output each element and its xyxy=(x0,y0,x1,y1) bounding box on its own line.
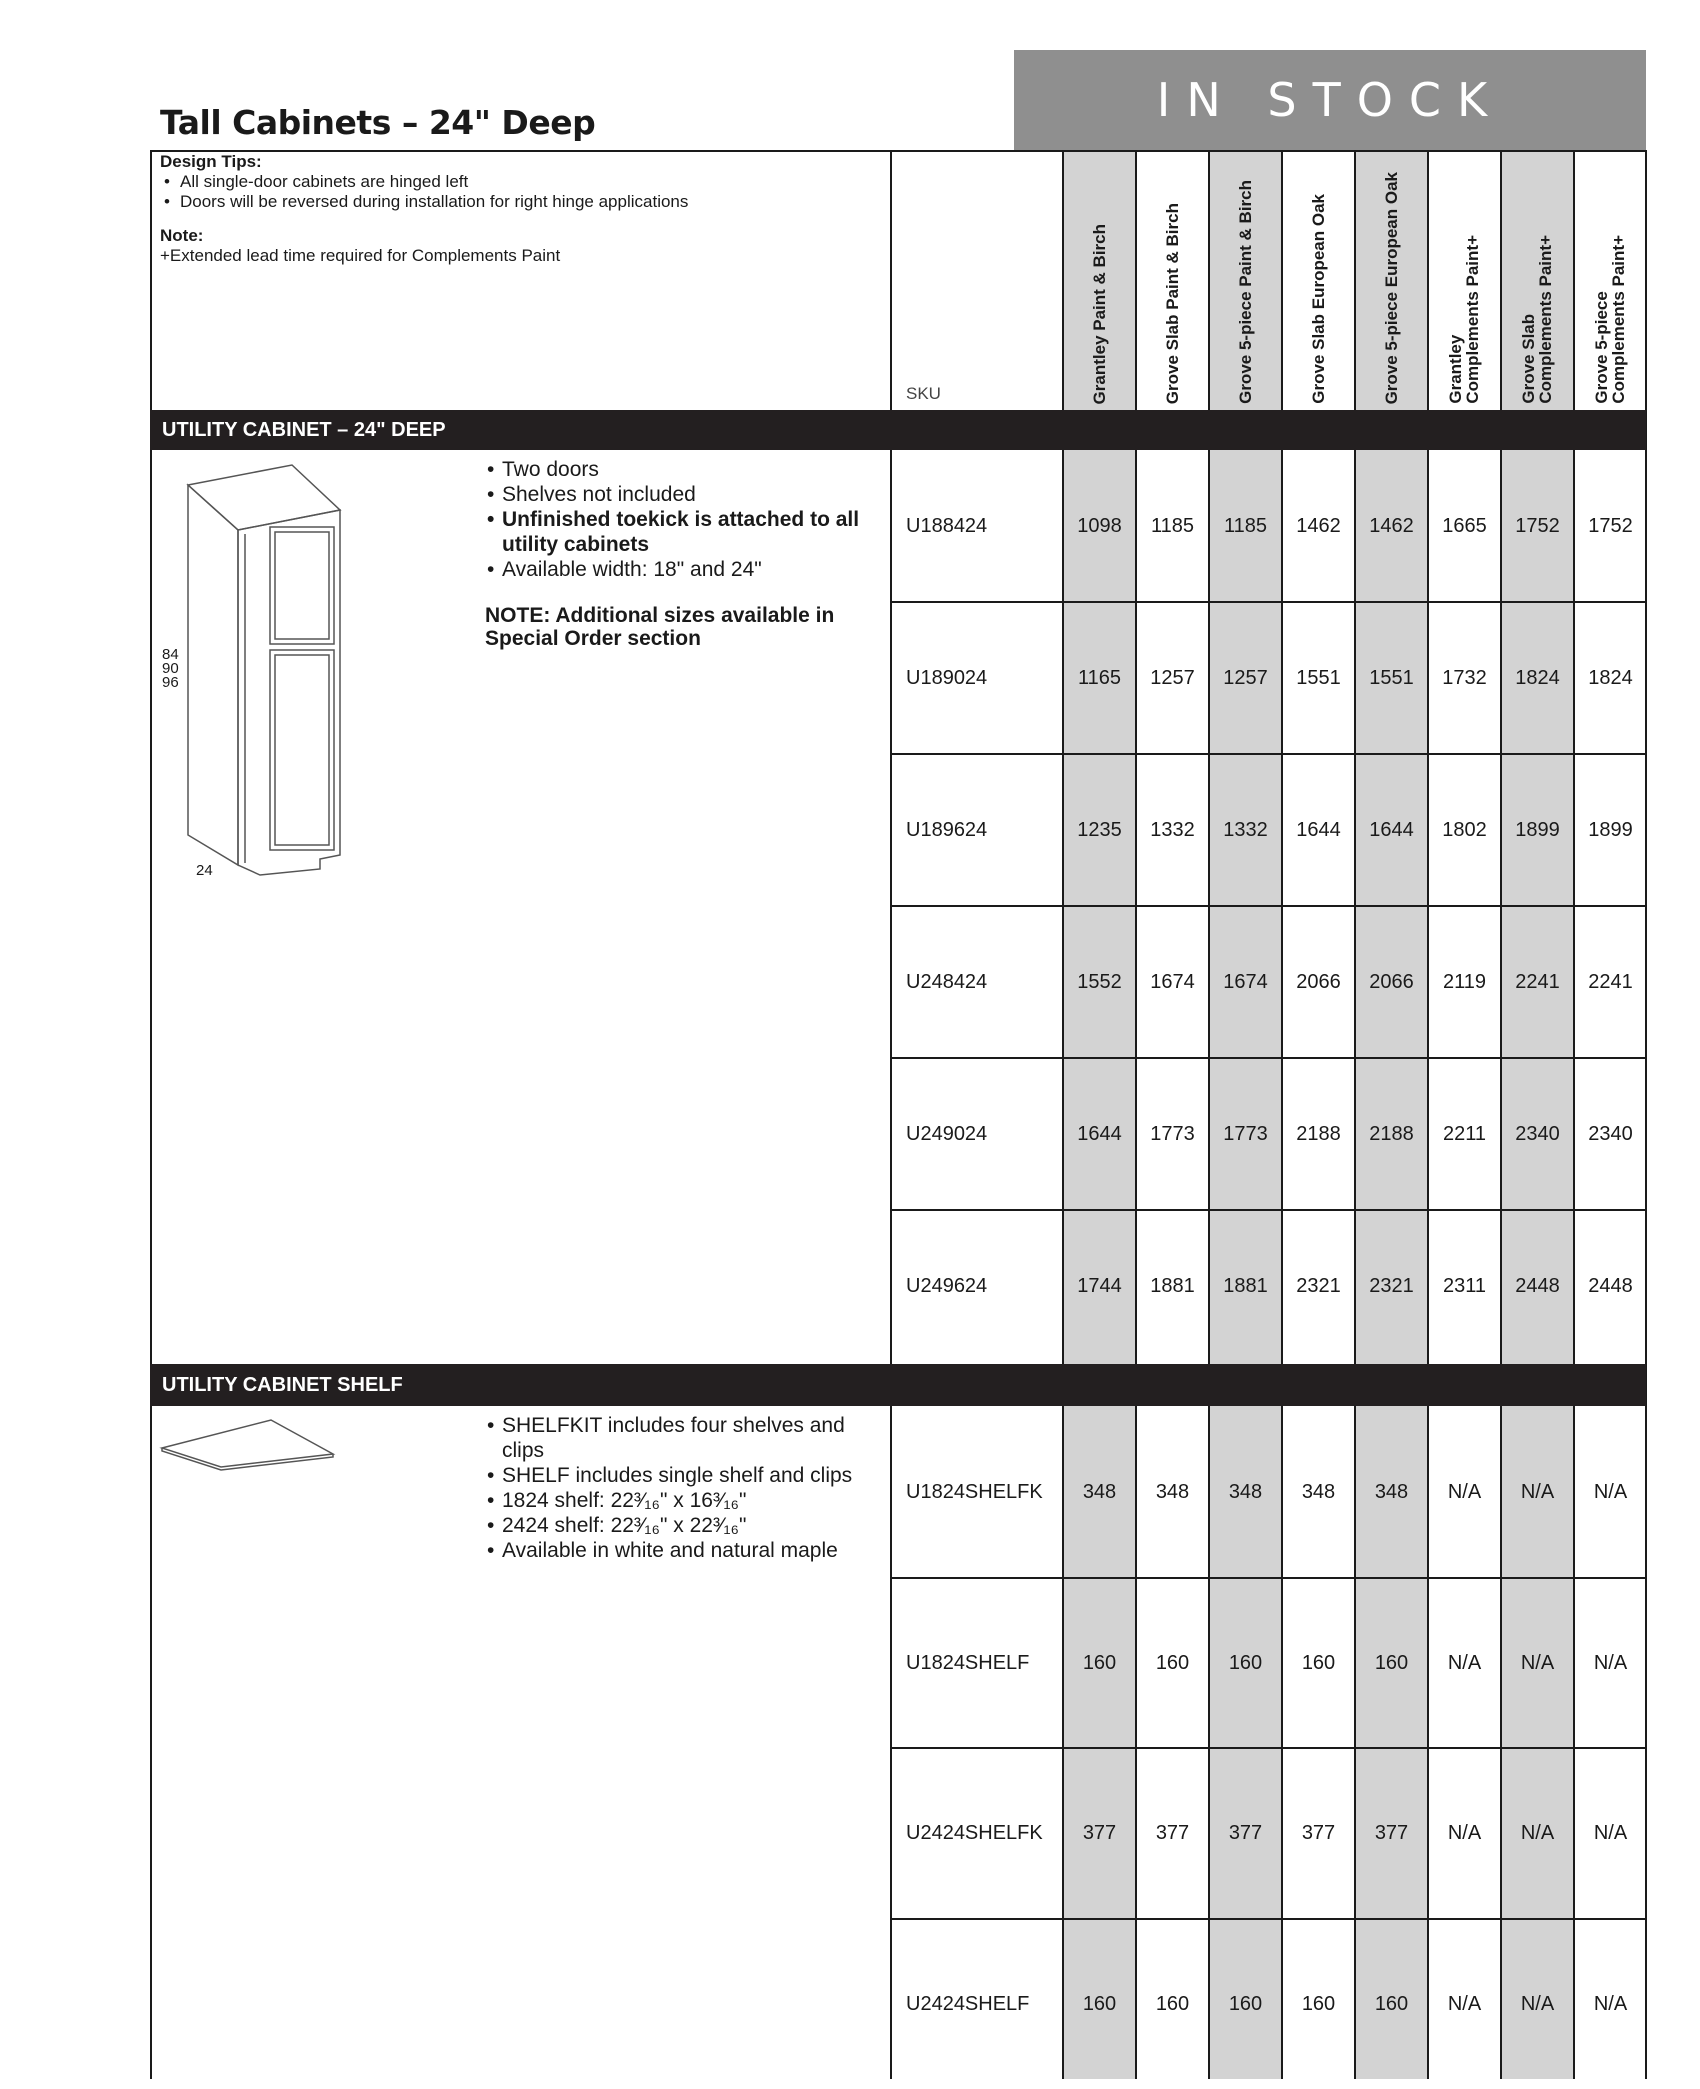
price-cell: 1552 xyxy=(1077,970,1122,993)
design-tips-heading: Design Tips: xyxy=(160,152,262,171)
col-header-grove-5piece-european-oak: Grove 5-piece European Oak xyxy=(1381,171,1401,404)
price-cell: 1551 xyxy=(1369,666,1414,689)
price-cell: 2448 xyxy=(1515,1274,1560,1297)
price-cell: N/A xyxy=(1447,1992,1482,2015)
price-cell: 377 xyxy=(1301,1822,1336,1844)
design-tip-item: • All single-door cabinets are hinged left xyxy=(160,172,880,192)
price-cell: 160 xyxy=(1301,1651,1336,1674)
price-cell: 2448 xyxy=(1588,1274,1633,1297)
price-cell: 1257 xyxy=(1223,666,1268,689)
price-cell: N/A xyxy=(1447,1822,1482,1844)
price-cell: 1165 xyxy=(1077,666,1121,689)
price-cell: 1462 xyxy=(1296,514,1341,537)
price-cell: 348 xyxy=(1082,1480,1117,1503)
price-cell: 1551 xyxy=(1296,666,1341,689)
design-tips xyxy=(160,152,880,266)
price-cell: 2321 xyxy=(1296,1274,1341,1297)
price-cell: 377 xyxy=(1374,1822,1409,1844)
height-dim-96: 96 xyxy=(162,674,179,691)
price-cell: 160 xyxy=(1374,1651,1409,1674)
price-cell: 1732 xyxy=(1442,666,1487,689)
feature-bullet-bold: • Unfinished toekick is attached to all utility cabinets xyxy=(485,507,885,557)
utility-shelf-description xyxy=(485,1413,885,1563)
price-cell: N/A xyxy=(1520,1480,1555,1503)
feature-bullet: • SHELFKIT includes four shelves and clips xyxy=(485,1413,885,1463)
design-tip-item: • Doors will be reversed during installation for right hinge applications xyxy=(160,192,880,212)
price-cell: 1462 xyxy=(1369,514,1414,537)
sku-cell: U1824SHELFK xyxy=(906,1480,1043,1503)
price-cell: 1332 xyxy=(1223,818,1268,841)
price-cell: 348 xyxy=(1301,1480,1336,1503)
price-cell: 1752 xyxy=(1515,514,1560,537)
price-cell: 2188 xyxy=(1369,1122,1414,1145)
sku-cell: U2424SHELF xyxy=(906,1992,1030,2015)
col-header-grantley-paint-birch: Grantley Paint & Birch xyxy=(1089,223,1109,404)
price-cell: 160 xyxy=(1228,1651,1263,1674)
height-dim-90: 90 xyxy=(162,660,179,677)
sku-cell: U1824SHELF xyxy=(906,1651,1030,1674)
price-cell: 1644 xyxy=(1369,818,1414,841)
utility-cabinet-description xyxy=(485,457,885,650)
price-cell: 348 xyxy=(1155,1480,1190,1503)
price-cell: 2211 xyxy=(1442,1122,1486,1145)
price-cell: 2066 xyxy=(1296,970,1341,993)
price-cell: N/A xyxy=(1447,1651,1482,1674)
price-cell: 2241 xyxy=(1515,970,1560,993)
price-cell: 1257 xyxy=(1150,666,1195,689)
price-cell: N/A xyxy=(1593,1480,1628,1503)
depth-dim: 24 xyxy=(196,862,213,879)
price-cell: N/A xyxy=(1593,1822,1628,1844)
feature-bullet: • SHELF includes single shelf and clips xyxy=(485,1463,885,1488)
price-cell: N/A xyxy=(1593,1992,1628,2015)
special-order-note: NOTE: Additional sizes available in Special Order section xyxy=(485,604,835,650)
price-cell: 160 xyxy=(1082,1651,1117,1674)
price-cell: 1899 xyxy=(1588,818,1633,841)
price-cell: 1235 xyxy=(1077,818,1122,841)
price-cell: 348 xyxy=(1228,1480,1263,1503)
price-cell: 1674 xyxy=(1223,970,1268,993)
price-cell: 2311 xyxy=(1442,1274,1486,1297)
price-cell: 1773 xyxy=(1223,1122,1268,1145)
price-cell: 160 xyxy=(1374,1992,1409,2015)
col-header-grove-slab-complements: Grove Slab Complements Paint+ xyxy=(1519,235,1555,404)
price-cell: 160 xyxy=(1082,1992,1117,2015)
price-cell: N/A xyxy=(1520,1651,1555,1674)
feature-bullet: • Available in white and natural maple xyxy=(485,1538,885,1563)
price-cell: 160 xyxy=(1228,1992,1263,2015)
price-cell: 1899 xyxy=(1515,818,1560,841)
price-cell: 1665 xyxy=(1442,514,1487,537)
sku-header: SKU xyxy=(906,384,941,403)
price-cell: N/A xyxy=(1520,1822,1555,1844)
price-cell: 377 xyxy=(1155,1822,1190,1844)
price-cell: 1744 xyxy=(1077,1274,1122,1297)
page-title-text: Tall Cabinets – 24" Deep xyxy=(160,103,596,142)
feature-bullet: • 2424 shelf: 22³⁄₁₆" x 22³⁄₁₆" xyxy=(485,1513,885,1538)
price-cell: 2340 xyxy=(1515,1122,1560,1145)
col-header-grove-slab-paint-birch: Grove Slab Paint & Birch xyxy=(1162,202,1182,404)
col-header-grove-5piece-paint-birch: Grove 5-piece Paint & Birch xyxy=(1235,180,1255,404)
price-cell: 1185 xyxy=(1223,514,1267,537)
price-cell: 348 xyxy=(1374,1480,1409,1503)
price-cell: 2066 xyxy=(1369,970,1414,993)
col-header-grantley-complements: Grantley Complements Paint+ xyxy=(1446,235,1482,404)
sku-cell: U248424 xyxy=(906,970,988,993)
feature-bullet: • Two doors xyxy=(485,457,885,482)
note-heading: Note: xyxy=(160,226,204,245)
sku-cell: U249624 xyxy=(906,1274,988,1297)
sku-cell: U189024 xyxy=(906,666,988,689)
price-cell: N/A xyxy=(1447,1480,1482,1503)
price-cell: 2241 xyxy=(1588,970,1633,993)
sku-cell: U189624 xyxy=(906,818,988,841)
price-cell: 1098 xyxy=(1077,514,1122,537)
price-cell: 1881 xyxy=(1150,1274,1195,1297)
section-band-utility-cabinet: UTILITY CABINET – 24" DEEP xyxy=(150,410,1646,450)
price-cell: 377 xyxy=(1228,1822,1263,1844)
sku-cell: U2424SHELFK xyxy=(906,1822,1043,1844)
col-header-grove-slab-european-oak: Grove Slab European Oak xyxy=(1308,194,1328,404)
col-header-grove-5piece-complements: Grove 5-piece Complements Paint+ xyxy=(1592,235,1628,404)
price-cell: 1824 xyxy=(1515,666,1560,689)
price-cell: 1773 xyxy=(1150,1122,1195,1145)
feature-bullet: • Available width: 18" and 24" xyxy=(485,557,885,582)
price-cell: 160 xyxy=(1155,1651,1190,1674)
feature-bullet: • 1824 shelf: 22³⁄₁₆" x 16³⁄₁₆" xyxy=(485,1488,885,1513)
section-band-utility-shelf: UTILITY CABINET SHELF xyxy=(150,1364,1646,1406)
price-cell: 2119 xyxy=(1442,970,1486,993)
price-cell: 1824 xyxy=(1588,666,1633,689)
price-cell: 377 xyxy=(1082,1822,1117,1844)
price-cell: 1644 xyxy=(1077,1122,1122,1145)
price-cell: 1881 xyxy=(1223,1274,1268,1297)
utility-cabinet-drawing xyxy=(160,455,360,895)
in-stock-banner: IN STOCK xyxy=(1156,73,1504,127)
price-cell: 2321 xyxy=(1369,1274,1414,1297)
shelf-drawing xyxy=(158,1415,338,1475)
price-cell: 1185 xyxy=(1150,514,1194,537)
price-cell: 160 xyxy=(1301,1992,1336,2015)
price-cell: 1332 xyxy=(1150,818,1195,841)
price-cell: 2340 xyxy=(1588,1122,1633,1145)
price-cell: 160 xyxy=(1155,1992,1190,2015)
sku-cell: U249024 xyxy=(906,1122,988,1145)
price-cell: 2188 xyxy=(1296,1122,1341,1145)
feature-bullet: • Shelves not included xyxy=(485,482,885,507)
price-cell: N/A xyxy=(1520,1992,1555,2015)
price-cell: 1802 xyxy=(1442,818,1487,841)
sku-cell: U188424 xyxy=(906,514,988,537)
price-cell: N/A xyxy=(1593,1651,1628,1674)
price-cell: 1752 xyxy=(1588,514,1633,537)
price-cell: 1644 xyxy=(1296,818,1341,841)
note-text: +Extended lead time required for Complements Paint xyxy=(160,246,561,265)
price-cell: 1674 xyxy=(1150,970,1195,993)
height-dim-84: 84 xyxy=(162,646,179,663)
